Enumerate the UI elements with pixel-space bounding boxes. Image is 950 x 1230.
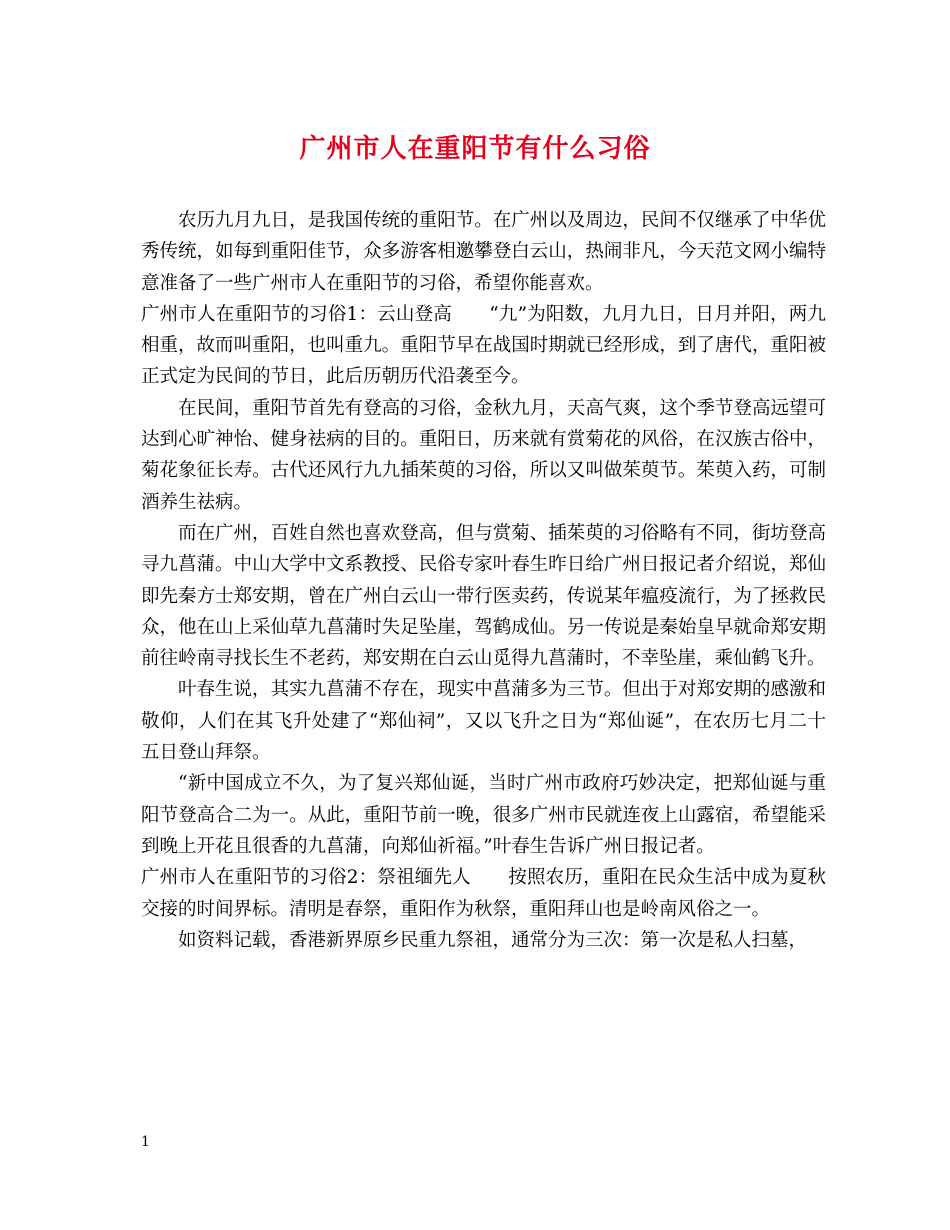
paragraph: 农历九月九日，是我国传统的重阳节。在广州以及周边，民间不仅继承了中华优秀传统，如每到重阳佳节，众多游客相邀攀登白云山，热闹非凡，今天范文网小编特意准备了一些广州市人在重阳节的习俗，希望你能喜欢。 <box>141 210 826 294</box>
paragraph: 广州市人在重阳节的习俗2：祭祖缅先人 按照农历，重阳在民众生活中成为夏秋交接的时间界标。清明是春祭，重阳作为秋祭，重阳拜山也是岭南风俗之一。 <box>141 867 826 920</box>
paragraph: “新中国成立不久，为了复兴郑仙诞，当时广州市政府巧妙决定，把郑仙诞与重阳节登高合二为一。从此，重阳节前一晚，很多广州市民就连夜上山露宿，希望能采到晚上开花且很香的九菖蒲，向郑仙祈福。”叶春生告诉广州日报记者。 <box>141 773 826 857</box>
paragraph: 而在广州，百姓自然也喜欢登高，但与赏菊、插茱萸的习俗略有不同，街坊登高寻九菖蒲。中山大学中文系教授、民俗专家叶春生昨日给广州日报记者介绍说，郑仙即先秦方士郑安期，曾在广州白云山一带行医卖药，传说某年瘟疫流行，为了拯救民众，他在山上采仙草九菖蒲时失足坠崖，驾鹤成仙。另一传说是秦始皇早就命郑安期前往岭南寻找长生不老药，郑安期在白云山觅得九菖蒲时，不幸坠崖，乘仙鹤飞升。 <box>141 522 826 670</box>
paragraph: 如资料记载，香港新界原乡民重九祭祖，通常分为三次：第一次是私人扫墓， <box>178 929 808 951</box>
paragraph: 叶春生说，其实九菖蒲不存在，现实中菖蒲多为三节。但出于对郑安期的感激和敬仰，人们在其飞升处建了“郑仙祠”，又以飞升之日为“郑仙诞”，在农历七月二十五日登山拜祭。 <box>141 679 826 764</box>
document-title: 广州市人在重阳节有什么习俗 <box>299 134 651 164</box>
document-body <box>141 205 826 956</box>
paragraph: 在民间，重阳节首先有登高的习俗，金秋九月，天高气爽，这个季节登高远望可达到心旷神怡、健身祛病的目的。重阳日，历来就有赏菊花的风俗，在汉族古俗中，菊花象征长寿。古代还风行九九插茱萸的习俗，所以又叫做茱萸节。茱萸入药，可制酒养生祛病。 <box>141 397 826 513</box>
paragraph: 广州市人在重阳节的习俗1：云山登高 “九”为阳数，九月九日，日月并阳，两九相重，故而叫重阳，也叫重九。重阳节早在战国时期就已经形成，到了唐代，重阳被正式定为民间的节日，此后历朝历代沿袭至今。 <box>141 303 826 388</box>
page-number: 1 <box>141 1134 150 1150</box>
